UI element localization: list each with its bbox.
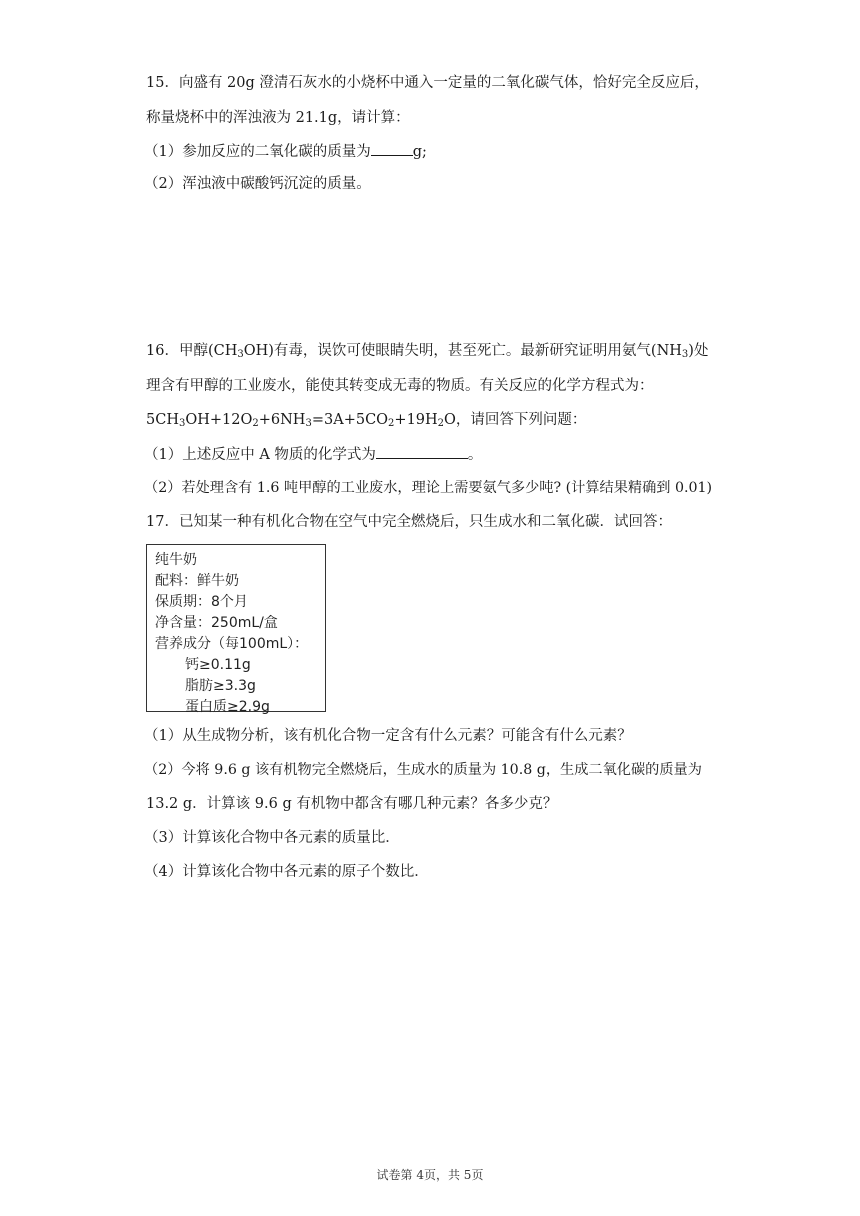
subscript: 3 [178, 418, 186, 429]
subscript: 3 [237, 349, 244, 360]
subscript: 3 [305, 418, 312, 429]
label-net-content: 净含量：250mL/盒 [155, 615, 278, 631]
q15-text-line2: 称量烧杯中的浑浊液为 21.1g，请计算： [146, 110, 410, 126]
q16-part1-end: 。 [467, 447, 483, 463]
subscript: 2 [252, 418, 259, 429]
q17-part3: （3）计算该化合物中各元素的质量比． [144, 830, 400, 846]
q16-answer-blank[interactable] [376, 444, 468, 459]
q16-text-line2: 理含有甲醇的工业废水，能使其转变成无毒的物质。有关反应的化学方程式为： [146, 378, 654, 394]
q16-text-line1 [146, 341, 708, 361]
label-nutrition-heading: 营养成分（每100mL）： [155, 636, 309, 652]
q15-answer-blank[interactable] [371, 141, 413, 156]
q16-text-seg: OH)有毒，误饮可使眼睛失明，甚至死亡。最新研究证明用氨气(NH [243, 343, 682, 359]
subscript: 3 [681, 349, 689, 360]
q17-part4: （4）计算该化合物中各元素的原子个数比． [144, 864, 429, 880]
q16-text-seg: )处 [688, 343, 709, 359]
q16-text-seg: 16．甲醇(CH [146, 343, 238, 359]
equation-seg: 5CH [146, 412, 179, 428]
q17-part1: （1）从生成物分析，该有机化合物一定含有什么元素？可能含有什么元素？ [144, 728, 632, 744]
label-protein: 蛋白质≥2.9g [185, 699, 270, 715]
q15-text-line1: 15．向盛有 20g 澄清石灰水的小烧杯中通入一定量的二氧化碳气体，恰好完全反应后， [146, 75, 709, 91]
q17-part2-line1: （2）今将 9.6 g 该有机物完全燃烧后，生成水的质量为 10.8 g，生成二氧化碳的质量为 [144, 762, 702, 778]
q15-part1 [144, 141, 427, 162]
subscript: 2 [388, 418, 395, 429]
label-shelf-life: 保质期：8个月 [155, 594, 248, 610]
subscript: 2 [437, 418, 445, 429]
equation-seg: O，请回答下列问题： [444, 412, 587, 428]
label-fat: 脂肪≥3.3g [185, 678, 256, 694]
label-name: 纯牛奶 [155, 552, 197, 568]
milk-label-image [146, 544, 326, 715]
equation-seg: =3A+5CO [311, 412, 389, 428]
q17-part2-line2: 13.2 g．计算该 9.6 g 有机物中都含有哪几种元素？各多少克？ [146, 796, 558, 812]
equation-seg: +6NH [258, 412, 306, 428]
q15-part2: （2）浑浊液中碳酸钙沉淀的质量。 [144, 176, 371, 192]
label-calcium: 钙≥0.11g [185, 657, 251, 673]
q16-equation [146, 410, 586, 430]
q16-part1-text: （1）上述反应中 A 物质的化学式为 [144, 447, 376, 463]
page-footer: 试卷第 4页，共 5页 [376, 1168, 484, 1182]
q15-part1-text: （1）参加反应的二氧化碳的质量为 [144, 144, 371, 160]
equation-seg: +19H [394, 412, 438, 428]
q17-intro: 17．已知某一种有机化合物在空气中完全燃烧后，只生成水和二氧化碳．试回答： [146, 514, 672, 530]
label-ingredients: 配料：鲜牛奶 [155, 573, 239, 589]
equation-seg: OH+12O [185, 412, 253, 428]
q16-part1 [144, 444, 482, 465]
q15-part1-unit: g; [412, 144, 427, 160]
q16-part2: （2）若处理含有 1.6 吨甲醇的工业废水，理论上需要氨气多少吨? (计算结果精确到 0.01) [144, 480, 713, 496]
